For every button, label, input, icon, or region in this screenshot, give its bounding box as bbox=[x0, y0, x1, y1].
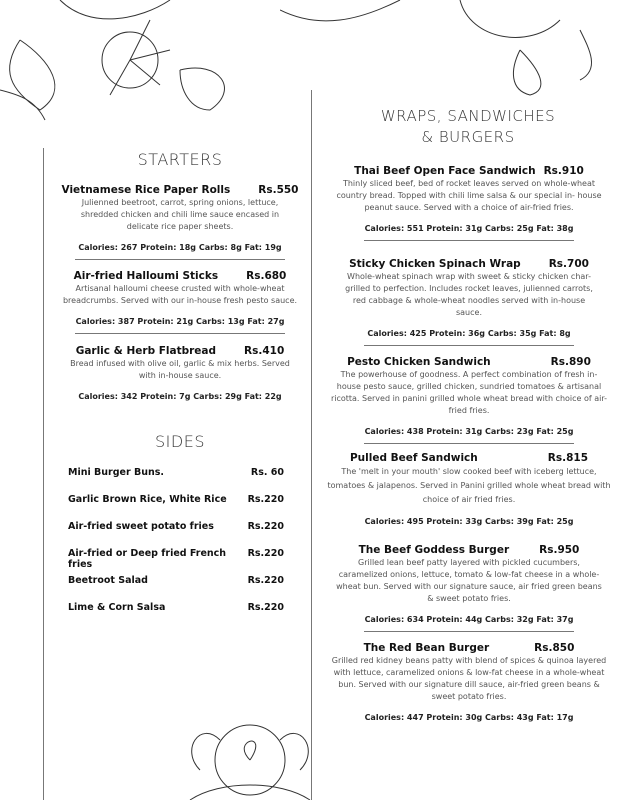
side-item bbox=[68, 575, 284, 586]
item-description: Whole-wheat spinach wrap with sweet & sticky chicken char-grilled to perfection. Includes rocket leaves, julienned carrots, red cabbage & whole-wheat noodles served with in-house sauce. bbox=[345, 272, 593, 317]
side-price: Rs.220 bbox=[247, 494, 284, 505]
item-name: The Beef Goddess Burger bbox=[358, 544, 510, 556]
menu-item bbox=[330, 642, 608, 722]
item-nutrition: Calories: 495 Protein: 33g Carbs: 39g Fat: 25g bbox=[364, 517, 574, 526]
menu-item bbox=[334, 544, 604, 632]
side-item bbox=[68, 548, 284, 570]
item-description: Artisanal halloumi cheese crusted with whole-wheat breadcrumbs. Served with our in-house fresh pesto sauce. bbox=[62, 284, 298, 305]
item-description: The powerhouse of goodness. A perfect combination of fresh in-house pesto sauce, grilled chicken, sundried tomatoes & artisanal ricotta. Served in panini grilled whole wheat bread with choice of air-fried fries. bbox=[330, 370, 608, 415]
side-name: Lime & Corn Salsa bbox=[68, 602, 166, 613]
menu-item bbox=[70, 345, 290, 401]
side-name: Mini Burger Buns. bbox=[68, 467, 164, 478]
starters-heading: STARTERS bbox=[137, 150, 223, 169]
item-description: The 'melt in your mouth' slow cooked beef with iceberg lettuce, tomatoes & jalapenos. Served in Panini grilled whole wheat bread with choice of air fried fries. bbox=[327, 467, 611, 504]
side-name: Air-fried sweet potato fries bbox=[68, 521, 214, 532]
divider bbox=[364, 240, 574, 241]
item-price: Rs.700 bbox=[548, 258, 589, 270]
left-column-border bbox=[43, 148, 44, 800]
item-nutrition: Calories: 425 Protein: 36g Carbs: 35g Fat: 8g bbox=[367, 329, 571, 338]
column-divider bbox=[311, 90, 312, 800]
side-price: Rs.220 bbox=[247, 548, 284, 559]
side-name: Beetroot Salad bbox=[68, 575, 148, 586]
item-name: Air-fried Halloumi Sticks bbox=[73, 270, 219, 282]
wraps-heading bbox=[330, 106, 606, 148]
side-item bbox=[68, 494, 284, 505]
wraps-heading-line1: WRAPS, SANDWICHES bbox=[380, 107, 556, 125]
side-price: Rs. 60 bbox=[250, 467, 284, 478]
divider bbox=[364, 443, 574, 444]
side-item bbox=[68, 602, 284, 613]
item-nutrition: Calories: 447 Protein: 30g Carbs: 43g Fat: 17g bbox=[364, 713, 574, 722]
item-nutrition: Calories: 342 Protein: 7g Carbs: 29g Fat: 22g bbox=[78, 392, 282, 401]
item-price: Rs.910 bbox=[543, 165, 584, 177]
menu-item bbox=[326, 452, 612, 526]
side-name: Garlic Brown Rice, White Rice bbox=[68, 494, 227, 505]
item-price: Rs.890 bbox=[550, 356, 591, 368]
item-description: Grilled red kidney beans patty with blend of spices & quinoa layered with lettuce, caramelized onions & low-fat cheese in a whole-wheat bun. Served with our signature dill sauce, air-fried green beans & sweet potato fries. bbox=[331, 656, 607, 701]
item-price: Rs.815 bbox=[547, 452, 589, 464]
divider bbox=[75, 333, 285, 334]
item-name: Sticky Chicken Spinach Wrap bbox=[349, 258, 521, 270]
item-nutrition: Calories: 387 Protein: 21g Carbs: 13g Fat: 27g bbox=[75, 317, 285, 326]
menu-item bbox=[328, 165, 610, 241]
item-name: Garlic & Herb Flatbread bbox=[75, 345, 217, 357]
side-item bbox=[68, 467, 284, 478]
item-nutrition: Calories: 438 Protein: 31g Carbs: 23g Fat: 25g bbox=[364, 427, 574, 436]
item-nutrition: Calories: 267 Protein: 18g Carbs: 8g Fat: 19g bbox=[78, 243, 282, 252]
flower-illustration-top-left bbox=[0, 0, 250, 130]
side-price: Rs.220 bbox=[247, 575, 284, 586]
menu-item bbox=[340, 258, 598, 346]
item-price: Rs.950 bbox=[539, 544, 580, 556]
flower-illustration-top-right bbox=[280, 0, 610, 100]
item-description: Thinly sliced beef, bed of rocket leaves served on whole-wheat country bread. Topped with chili lime salsa & our special in- house peanut sauce. Served with a choice of air-fried fries. bbox=[336, 179, 602, 212]
menu-item bbox=[61, 184, 299, 260]
item-nutrition: Calories: 551 Protein: 31g Carbs: 25g Fat: 38g bbox=[364, 224, 574, 233]
side-name: Air-fried or Deep fried French fries bbox=[68, 548, 227, 570]
item-description: Bread infused with olive oil, garlic & mix herbs. Served with in-house sauce. bbox=[70, 359, 290, 380]
divider bbox=[364, 631, 574, 632]
divider bbox=[364, 345, 574, 346]
item-nutrition: Calories: 634 Protein: 44g Carbs: 32g Fat: 37g bbox=[364, 615, 574, 624]
side-item bbox=[68, 521, 284, 532]
wraps-heading-line2: & BURGERS bbox=[421, 128, 515, 146]
menu-item bbox=[56, 270, 304, 334]
sides-heading: SIDES bbox=[155, 432, 205, 451]
item-name: Thai Beef Open Face Sandwich bbox=[354, 165, 536, 177]
item-price: Rs.680 bbox=[246, 270, 287, 282]
side-price: Rs.220 bbox=[247, 521, 284, 532]
item-name: The Red Bean Burger bbox=[363, 642, 490, 654]
item-name: Vietnamese Rice Paper Rolls bbox=[61, 184, 231, 196]
flower-illustration-bottom bbox=[160, 700, 340, 800]
item-price: Rs.410 bbox=[244, 345, 285, 357]
side-price: Rs.220 bbox=[247, 602, 284, 613]
divider bbox=[75, 259, 285, 260]
item-price: Rs.550 bbox=[258, 184, 299, 196]
item-name: Pulled Beef Sandwich bbox=[349, 452, 478, 464]
item-price: Rs.850 bbox=[534, 642, 575, 654]
item-name: Pesto Chicken Sandwich bbox=[347, 356, 491, 368]
menu-item bbox=[330, 356, 608, 444]
item-description: Julienned beetroot, carrot, spring onions, lettuce, shredded chicken and chili lime sauce encased in delicate rice paper sheets. bbox=[80, 198, 280, 231]
item-description: Grilled lean beef patty layered with pickled cucumbers, caramelized onions, lettuce, tomato & low-fat cheese in a whole-wheat bun. Served with our signature sauce, air fried green beans & sweet potato fries. bbox=[336, 558, 602, 603]
